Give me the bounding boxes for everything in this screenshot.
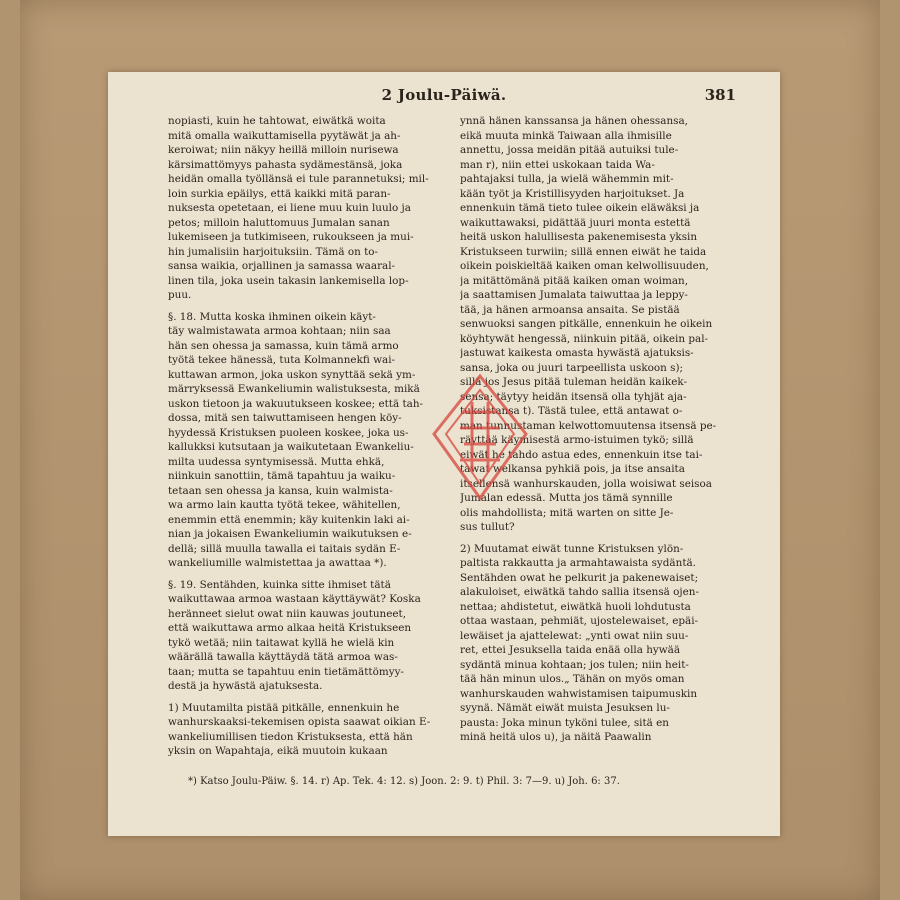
footnote: *) Katso Joulu-Päiw. §. 14. r) Ap. Tek. 4: 12. s) Joon. 2: 9. t) Phil. 3: 7—9. u) Joh. 6: 37. bbox=[188, 776, 620, 787]
text-line: milta uudessa syntymisessä. Mutta ehkä, bbox=[168, 455, 385, 468]
running-head bbox=[108, 86, 780, 110]
text-line: jastuwat kaikesta omasta hywästä ajatuksis- bbox=[460, 347, 694, 359]
text-line: tuksistansa t). Tästä tulee, että antawat o- bbox=[460, 405, 683, 417]
text-line: alakuloiset, eiwätkä tahdo sallia itsensä ojen- bbox=[460, 586, 699, 598]
text-line: niinkuin sanottiin, tämä tapahtuu ja waiku- bbox=[168, 470, 396, 482]
text-line: heränneet sielut owat niin kauwas joutuneet, bbox=[168, 607, 407, 620]
text-line: sansa, joka ou juuri tarpeellista uskoon s); bbox=[460, 361, 684, 374]
red-seal-stamp bbox=[430, 372, 530, 502]
text-line: sansa waikia, orjallinen ja samassa waaral- bbox=[168, 260, 396, 272]
text-line: loin surkia epäilys, että kaikki mitä paran- bbox=[168, 187, 391, 200]
text-line: §. 18. Mutta koska ihminen oikein käyt- bbox=[168, 310, 376, 323]
text-line: ret, ettei Jesuksella taida enää olla hywää bbox=[460, 644, 681, 656]
text-line: räyttää käymisestä armo-istuimen tykö; sillä bbox=[460, 434, 694, 446]
text-line: hän sen ohessa ja samassa, kuin tämä armo bbox=[168, 339, 399, 352]
text-line: Kristukseen turwiin; sillä ennen eiwät he taida bbox=[460, 245, 707, 258]
text-line: petos; milloin haluttomuus Jumalan sanan bbox=[168, 216, 390, 229]
text-line: tawat welkansa pyhkiä pois, ja itse ansaita bbox=[460, 463, 685, 475]
text-line: itsellensä wanhurskauden, jolla woisiwat seisoa bbox=[460, 477, 712, 490]
text-line: yksin on Wapahtaja, eikä muutoin kukaan bbox=[168, 745, 388, 757]
text-line: paltista rakkautta ja armahtawaista sydäntä. bbox=[460, 557, 696, 569]
text-line: Sentähden owat he pelkurit ja pakenewaiset; bbox=[460, 571, 699, 584]
text-line: nopiasti, kuin he tahtowat, eiwätkä woita bbox=[168, 115, 386, 127]
page-number: 381 bbox=[704, 86, 736, 104]
text-line: linen tila, joka usein takasin lankemisella lop- bbox=[168, 274, 409, 287]
text-line: sydäntä minua kohtaan; jos tulen; niin heit- bbox=[460, 658, 689, 671]
text-line: wankeliumille walmistettaa ja awattaa *). bbox=[168, 557, 387, 569]
text-line: nettaa; ahdistetut, eiwätkä huoli lohdutusta bbox=[460, 600, 691, 613]
text-line: sensa; täytyy heidän itsensä olla tyhjät aja- bbox=[460, 390, 687, 403]
text-line: heitä uskon halullisesta pakenemisesta yksin bbox=[460, 231, 698, 243]
text-line: dossa, mitä sen taiwuttamiseen hengen köy- bbox=[168, 412, 402, 424]
text-line: wanhurskaaksi-tekemisen opista saawat oikian E- bbox=[168, 716, 431, 728]
paragraph-gap bbox=[168, 571, 450, 578]
text-line: wäärällä tawalla käyttäydä tätä armoa was- bbox=[168, 651, 398, 663]
text-line: pahtajaksi tulla, ja wielä wähemmin mit- bbox=[460, 173, 674, 185]
text-line: työtä tekee hänessä, tuta Kolmannekfi wai- bbox=[168, 354, 396, 366]
text-line: kallukksi kutsutaan ja waikutetaan Ewankeliu- bbox=[168, 441, 414, 453]
text-line: puu. bbox=[168, 289, 192, 301]
text-line: kuttawan armon, joka uskon synyttää sekä ym- bbox=[168, 368, 416, 381]
book-page bbox=[108, 72, 780, 836]
text-line: ynnä hänen kanssansa ja hänen ohessansa, bbox=[460, 115, 688, 127]
text-line: 2) Muutamat eiwät tunne Kristuksen ylön- bbox=[460, 542, 684, 555]
text-line: Jumalan edessä. Mutta jos tämä synnille bbox=[460, 492, 673, 504]
text-line: wanhurskauden wahwistamisen taipumuskin bbox=[460, 687, 698, 700]
text-line: sus tullut? bbox=[460, 521, 515, 533]
text-line: ennenkuin tämä tieto tulee oikein eläwäksi ja bbox=[460, 202, 700, 214]
text-line: tetaan sen ohessa ja kansa, kuin walmista- bbox=[168, 484, 393, 497]
text-line: kärsimattömyys pahasta sydämestänsä, joka bbox=[168, 158, 403, 171]
text-line: kään työt ja Kristillisyyden harjoitukset. Ja bbox=[460, 187, 685, 200]
paragraph-gap bbox=[168, 694, 450, 701]
text-line: annettu, jossa meidän pitää autuiksi tule- bbox=[460, 144, 679, 156]
text-line: keroiwat; niin näkyy heillä milloin nurisewa bbox=[168, 144, 399, 156]
text-line: enemmin että enemmin; käy kuitenkin laki ai- bbox=[168, 513, 410, 526]
page-title: 2 Joulu-Päiwä. bbox=[381, 86, 507, 104]
text-line: köyhtywät hengessä, niinkuin pitää, oikein pal- bbox=[460, 332, 709, 345]
text-line: waikuttawaksi, pidättää juuri monta estettä bbox=[460, 216, 691, 229]
text-line: ja mitättömänä pitää kaiken oman woiman, bbox=[460, 274, 689, 287]
text-line: heidän omalla työllänsä ei tule parannetuksi; mil- bbox=[168, 173, 429, 185]
text-line: että waikuttawa armo alkaa heitä Kristukseen bbox=[168, 622, 412, 634]
text-line: ottaa wastaan, pehmiät, ujostelewaiset, epäi- bbox=[460, 615, 699, 627]
text-line: lukemiseen ja tutkimiseen, rukoukseen ja mui- bbox=[168, 231, 414, 243]
paragraph-gap bbox=[168, 303, 450, 310]
text-line: mitä omalla waikuttamisella pyytäwät ja ah- bbox=[168, 129, 401, 142]
text-line: hin jumalisiin harjoituksiin. Tämä on to- bbox=[168, 245, 379, 258]
text-line: uskon tietoon ja wakuutukseen koskee; että tah- bbox=[168, 397, 424, 410]
text-line: senwuoksi sangen pitkälle, ennenkuin he oikein bbox=[460, 318, 713, 330]
text-line: waikuttawaa armoa wastaan käyttäywät? Koska bbox=[168, 593, 421, 605]
text-line: pausta: Joka minun tyköni tulee, sitä en bbox=[460, 716, 669, 729]
text-line: oikein poiskieltää kaiken oman kelwollisuuden, bbox=[460, 260, 709, 272]
text-line: wa armo lain kautta työtä tekee, wähitellen, bbox=[168, 499, 401, 511]
text-line: §. 19. Sentähden, kuinka sitte ihmiset tätä bbox=[168, 578, 391, 591]
text-line: 1) Muutamilta pistää pitkälle, ennenkuin he bbox=[168, 701, 400, 714]
text-line: nian ja jokaisen Ewankeliumin waikutuksen e- bbox=[168, 528, 412, 540]
text-line: wankeliumillisen tiedon Kristuksesta, että hän bbox=[168, 730, 413, 743]
text-line: minä heitä ulos u), ja näitä Paawalin bbox=[460, 731, 652, 743]
text-line: hyydessä Kristuksen puoleen koskee, joka us- bbox=[168, 426, 409, 439]
text-line: täy walmistawata armoa kohtaan; niin saa bbox=[168, 325, 391, 337]
paragraph-gap bbox=[460, 535, 742, 542]
text-line: man r), niin ettei uskokaan taida Wa- bbox=[460, 158, 655, 171]
text-line: eiwät he tahdo astua edes, ennenkuin itse tai- bbox=[460, 448, 703, 461]
text-line: tykö wetää; niin taitawat kyllä he wielä kin bbox=[168, 636, 395, 649]
text-line: man tunnustaman kelwottomuutensa itsensä pe- bbox=[460, 419, 717, 432]
text-line: taan; mutta se tapahtuu enin tietämättömyy- bbox=[168, 665, 404, 678]
text-line: dellä; sillä muulla tawalla ei taitais sydän E- bbox=[168, 542, 401, 555]
text-line: märryksessä Ewankeliumin walistuksesta, mikä bbox=[168, 383, 420, 395]
text-line: ja saattamisen Jumalata taiwuttaa ja leppy- bbox=[460, 289, 688, 301]
text-line: tää hän minun ulos.„ Tähän on myös oman bbox=[460, 673, 685, 685]
text-line: sillä jos Jesus pitää tuleman heidän kaikek- bbox=[460, 376, 688, 388]
text-line: eikä muuta minkä Taiwaan alla ihmisille bbox=[460, 129, 672, 142]
text-line: tää, ja hänen armoansa ansaita. Se pistää bbox=[460, 303, 680, 316]
text-line: nuksesta opetetaan, ei liene muu kuin luulo ja bbox=[168, 202, 411, 214]
text-line: olis mahdollista; mitä warten on sitte Je- bbox=[460, 506, 674, 519]
text-line: syynä. Nämät eiwät muista Jesuksen lu- bbox=[460, 702, 670, 714]
left-column bbox=[168, 114, 450, 759]
text-line: lewäiset ja ajattelewat: „ynti owat niin suu- bbox=[460, 629, 689, 642]
text-line: destä ja hywästä ajatuksesta. bbox=[168, 680, 323, 692]
